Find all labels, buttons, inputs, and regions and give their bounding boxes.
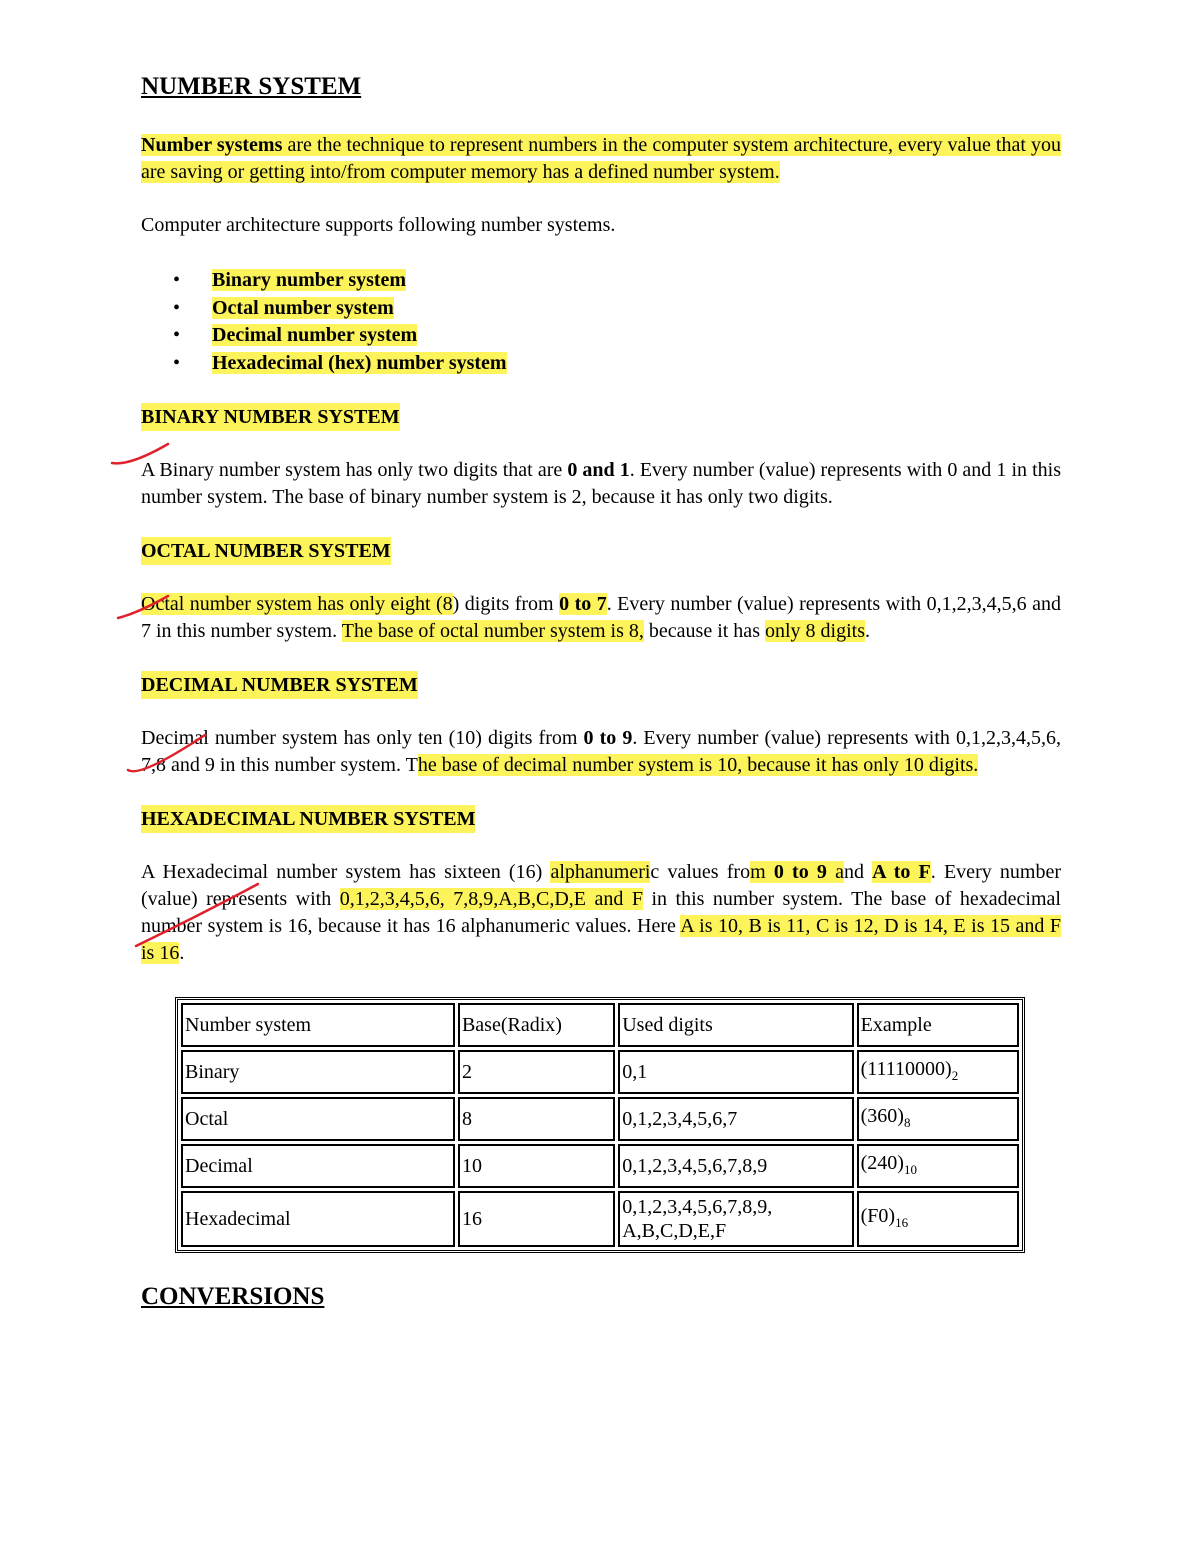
intro-paragraph: [141, 132, 1061, 186]
binary-heading: BINARY NUMBER SYSTEM: [141, 403, 400, 431]
list-item: • Octal number system: [141, 295, 1061, 323]
list-item: • Binary number system: [141, 267, 1061, 295]
table-row: Hexadecimal 16 0,1,2,3,4,5,6,7,8,9, A,B,C,D,E,F $(F0)_{16}$: [181, 1191, 1019, 1247]
conversions-heading: CONVERSIONS: [141, 1283, 325, 1310]
intro-bold-lead: Number systems: [141, 134, 283, 156]
bullet-icon: •: [173, 296, 181, 319]
bullet-icon: •: [173, 269, 181, 291]
list-item: • Hexadecimal (hex) number system: [141, 350, 1061, 378]
number-system-table: [175, 997, 1025, 1253]
page-title: NUMBER SYSTEM: [141, 73, 362, 100]
table-row: Octal 8 0,1,2,3,4,5,6,7 $(360)_8$: [181, 1097, 1019, 1141]
decimal-paragraph: Decimal number system has only ten (10) digits from 0 to 9. Every number (value) represents with 0,1,2,3,4,5,6, 7,8 and 9 in this number system. The base of decimal number system is 10, because it has only 10 digits.: [141, 727, 1061, 776]
number-system-list: [141, 267, 1061, 377]
document-page: [141, 68, 1061, 1315]
decimal-heading: DECIMAL NUMBER SYSTEM: [141, 671, 418, 699]
table-row: Decimal 10 0,1,2,3,4,5,6,7,8,9 $(240)_{10}$: [181, 1144, 1019, 1188]
table-header-cell: Used digits: [618, 1003, 853, 1047]
table-header-row: [181, 1003, 1019, 1047]
hex-paragraph: A Hexadecimal number system has sixteen (16) alphanumeric values from 0 to 9 and A to F. Every number (value) represents with 0,1,2,3,4,5,6, 7,8,9,A,B,C,D,E and F in this number system. The base of hexadecimal number system is 16, because it has 16 alphanumeric values. Here A is 10, B is 11, C is 12, D is 14, E is 15 and F is 16.: [141, 861, 1062, 964]
table-header-cell: Example: [857, 1003, 1019, 1047]
octal-heading: OCTAL NUMBER SYSTEM: [141, 537, 391, 565]
bullet-icon: •: [173, 324, 181, 346]
octal-paragraph: Octal number system has only eight (8) digits from 0 to 7. Every number (value) represents with 0,1,2,3,4,5,6 and 7 in this number system. The base of octal number system is 8, because it has only 8 digits.: [141, 593, 1061, 642]
binary-paragraph: A Binary number system has only two digits that are 0 and 1. Every number (value) represents with 0 and 1 in this number system. The base of binary number system is 2, because it has only two digits.: [141, 459, 1062, 508]
supports-line: Computer architecture supports following number systems.: [141, 214, 616, 236]
table-header-cell: Number system: [181, 1003, 455, 1047]
table-header-cell: Base(Radix): [458, 1003, 615, 1047]
hex-heading: HEXADECIMAL NUMBER SYSTEM: [141, 805, 475, 833]
intro-text: are the technique to represent numbers in the computer system architecture, every value that you are saving or getting into/from computer memory has a defined number system.: [141, 134, 1061, 183]
bullet-icon: •: [173, 351, 181, 374]
table-row: Binary 2 0,1 $(11110000)_2$: [181, 1050, 1019, 1094]
list-item: • Decimal number system: [141, 322, 1061, 350]
